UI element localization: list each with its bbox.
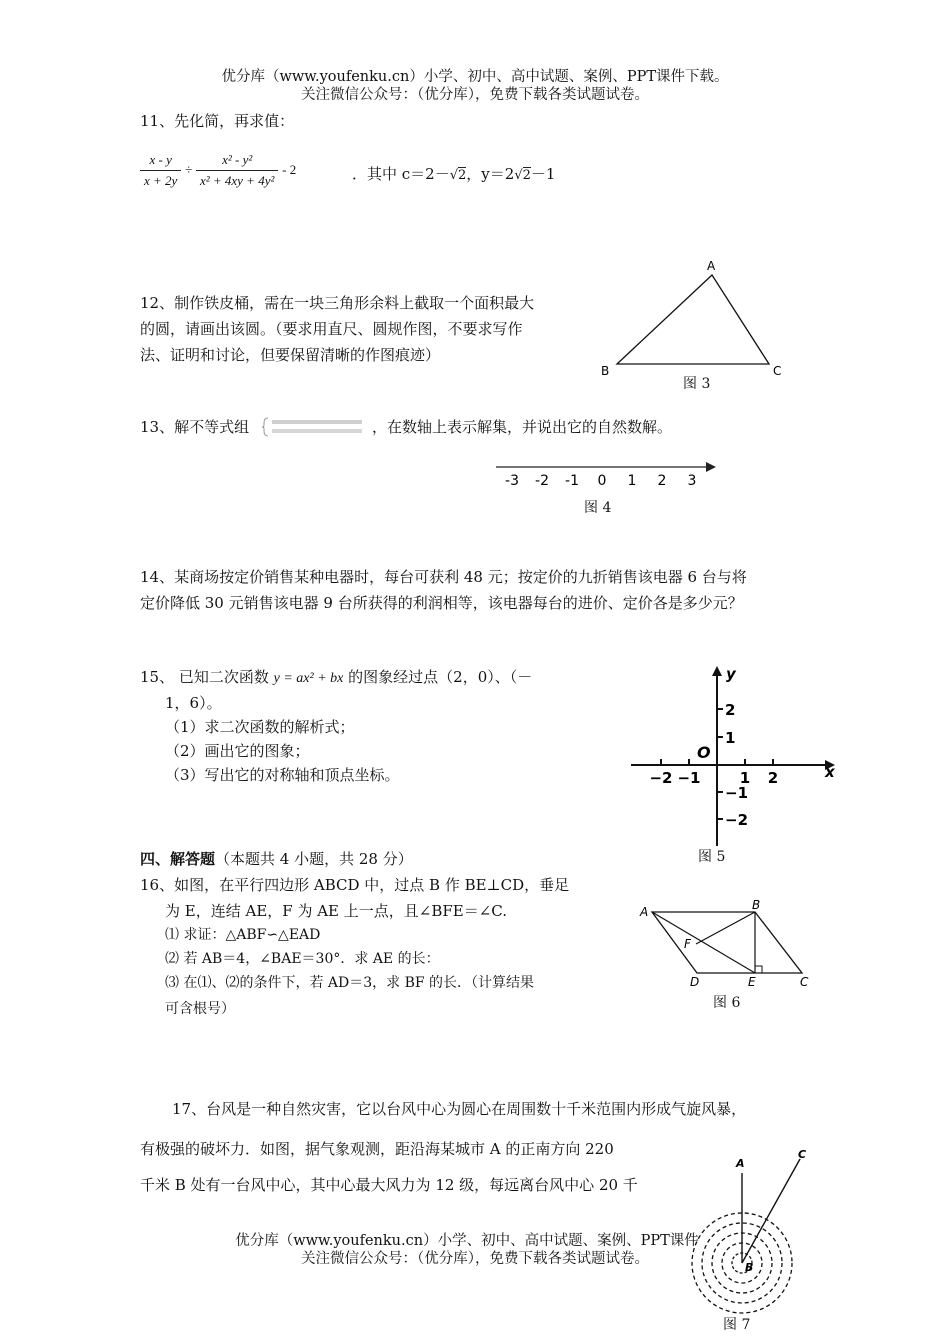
figure-7-typhoon bbox=[690, 1145, 820, 1315]
q11-condition bbox=[352, 158, 555, 184]
q17-line-3: 千米 B 处有一台风中心，其中心最大风力为 12 级，每远离台风中心 20 千 bbox=[140, 1176, 638, 1194]
q11-sqrt-1-value: 2 bbox=[458, 168, 467, 183]
q16-line-1: 16、如图，在平行四边形 ABCD 中，过点 B 作 BE⊥CD，垂足 bbox=[140, 876, 570, 894]
section-4-title: 四、解答题 bbox=[140, 850, 216, 868]
y-tick-label: 2 bbox=[725, 701, 736, 719]
fig3-caption: 图 3 bbox=[683, 376, 711, 392]
q12-line-2: 的圆，请画出该圆。（要求用直尺、圆规作图，不要求写作 bbox=[140, 320, 523, 338]
x-tick-label: −1 bbox=[677, 769, 701, 787]
triangle-abc bbox=[617, 275, 769, 364]
x-tick-label: 1 bbox=[739, 769, 751, 787]
q15-item-2: （2）画出它的图象； bbox=[165, 742, 310, 760]
number-line-tick-label: 0 bbox=[597, 473, 607, 489]
q16-item-3b: 可含根号） bbox=[165, 1001, 235, 1017]
y-tick-label: −2 bbox=[725, 811, 749, 829]
q11-sqrt-1: √2 bbox=[449, 168, 467, 183]
q15-formula: y = ax² + bx bbox=[273, 671, 344, 686]
parallelogram-abcd bbox=[652, 912, 802, 973]
fig6-label-d: D bbox=[690, 975, 700, 989]
q14-line-2: 定价降低 30 元销售该电器 9 台所获得的利润相等，该电器每台的进价、定价各是多少元？ bbox=[140, 594, 743, 612]
fig7-label-a: A bbox=[736, 1157, 745, 1170]
fig6-label-b: B bbox=[752, 898, 761, 912]
q11-cond-text: ．其中 c＝2－ bbox=[352, 165, 450, 183]
q15-item-3: （3）写出它的对称轴和顶点坐标。 bbox=[165, 766, 400, 784]
y-axis-arrow bbox=[712, 666, 722, 676]
q13-pre: 13、解不等式组 bbox=[140, 418, 250, 436]
figure-4-number-line bbox=[490, 455, 730, 495]
q11-expression bbox=[140, 152, 296, 189]
q15-item-1: （1）求二次函数的解析式； bbox=[165, 718, 355, 736]
q13-inequality-system-image bbox=[262, 416, 370, 438]
q11-sqrt-2-value: 2 bbox=[522, 168, 531, 183]
figure-6-parallelogram bbox=[632, 898, 822, 993]
number-line-tick-label: 3 bbox=[687, 473, 697, 489]
segment-bf bbox=[696, 912, 755, 944]
q13-post: ，在数轴上表示解集，并说出它的自然数解。 bbox=[372, 418, 673, 436]
header-line-1: 优分库（www.youfenku.cn）小学、初中、高中试题、案例、PPT课件下载。 bbox=[221, 69, 729, 85]
fig6-label-a: A bbox=[640, 905, 649, 919]
fig4-caption: 图 4 bbox=[584, 500, 612, 516]
q11-frac2-numerator: x² - y² bbox=[196, 152, 278, 171]
q14-line-1: 14、某商场按定价销售某种电器时，每台可获利 48 元；按定价的九折销售该电器 6 台与将 bbox=[140, 568, 747, 586]
q16-item-1: ⑴ 求证：△ABF∽△EAD bbox=[165, 927, 321, 943]
q11-fraction-2 bbox=[196, 152, 278, 189]
fig3-label-c: C bbox=[773, 364, 782, 378]
q16-line-2: 为 E，连结 AE，F 为 AE 上一点，且∠BFE＝∠C. bbox=[165, 902, 507, 920]
q11-minus-two: - 2 bbox=[282, 161, 297, 177]
number-line-tick-label: 1 bbox=[627, 473, 637, 489]
q11-frac1-numerator: x - y bbox=[140, 152, 181, 171]
fig3-label-a: A bbox=[707, 259, 716, 273]
y-tick-label: −1 bbox=[725, 784, 749, 802]
header-line-2: 关注微信公众号：（优分库），免费下载各类试题试卷。 bbox=[301, 87, 649, 103]
q17-line-2: 有极强的破坏力．如图，据气象观测，距沿海某城市 A 的正南方向 220 bbox=[140, 1140, 614, 1158]
fig7-label-b: B bbox=[745, 1261, 754, 1274]
number-line-tick-label: -1 bbox=[565, 473, 579, 489]
q16-item-3: ⑶ 在⑴、⑵的条件下，若 AD＝3，求 BF 的长．（计算结果 bbox=[165, 975, 535, 991]
section-4-heading bbox=[140, 846, 413, 872]
fig6-label-c: C bbox=[800, 975, 809, 989]
fig7-label-c: C bbox=[798, 1148, 807, 1161]
number-line-tick-label: -2 bbox=[535, 473, 549, 489]
x-axis-label: x bbox=[825, 763, 835, 781]
number-line-arrow bbox=[706, 462, 716, 472]
fig3-label-b: B bbox=[601, 364, 610, 378]
q15-line-1 bbox=[140, 664, 532, 692]
fig6-caption: 图 6 bbox=[713, 995, 741, 1011]
q16-item-2: ⑵ 若 AB＝4，∠BAE＝30°．求 AE 的长： bbox=[165, 951, 440, 967]
q11-frac2-denominator: x² + 4xy + 4y² bbox=[199, 173, 275, 188]
figure-5-coordinate-axes bbox=[625, 662, 845, 847]
section-4-note: （本题共 4 小题，共 28 分） bbox=[215, 850, 413, 868]
footer-line-2: 关注微信公众号：（优分库），免费下载各类试题试卷。 bbox=[301, 1251, 649, 1267]
number-line-tick-label: -3 bbox=[505, 473, 519, 489]
q11-frac1-denominator: x + 2y bbox=[144, 173, 178, 188]
fig6-label-e: E bbox=[748, 975, 756, 989]
q15-pre: 15、 已知二次函数 bbox=[140, 668, 269, 686]
q12-line-1: 12、制作铁皮桶，需在一块三角形余料上截取一个面积最大 bbox=[140, 294, 535, 312]
q11-fraction-1 bbox=[140, 152, 181, 189]
footer-line-1: 优分库（www.youfenku.cn）小学、初中、高中试题、案例、PPT课件 bbox=[235, 1233, 699, 1249]
origin-label: O bbox=[697, 743, 711, 762]
fig6-label-f: F bbox=[684, 937, 691, 951]
q11-title: 11、先化简，再求值： bbox=[140, 112, 295, 130]
q11-divide-sign: ÷ bbox=[185, 161, 193, 177]
q15-line-2: 1，6）。 bbox=[165, 694, 222, 712]
y-axis-label: y bbox=[726, 665, 736, 683]
y-tick-label: 1 bbox=[725, 729, 736, 747]
right-angle-mark bbox=[755, 966, 762, 973]
q15-post: 的图象经过点（2，0）、（－ bbox=[348, 668, 533, 686]
x-tick-label: −2 bbox=[649, 769, 673, 787]
number-line-tick-label: 2 bbox=[657, 473, 667, 489]
segment-ae bbox=[652, 912, 755, 973]
x-tick-label: 2 bbox=[767, 769, 779, 787]
q11-sqrt-2: √2 bbox=[514, 168, 531, 183]
q12-line-3: 法、证明和讨论，但要保留清晰的作图痕迹） bbox=[140, 346, 441, 364]
q11-cond-text-2: ，y＝2 bbox=[466, 165, 515, 183]
fig7-caption: 图 7 bbox=[723, 1317, 751, 1333]
fig5-caption: 图 5 bbox=[698, 849, 726, 865]
q17-line-1: 17、台风是一种自然灾害，它以台风中心为圆心在周围数十千米范围内形成气旋风暴， bbox=[172, 1100, 747, 1118]
q11-cond-text-3: －1 bbox=[530, 165, 556, 183]
